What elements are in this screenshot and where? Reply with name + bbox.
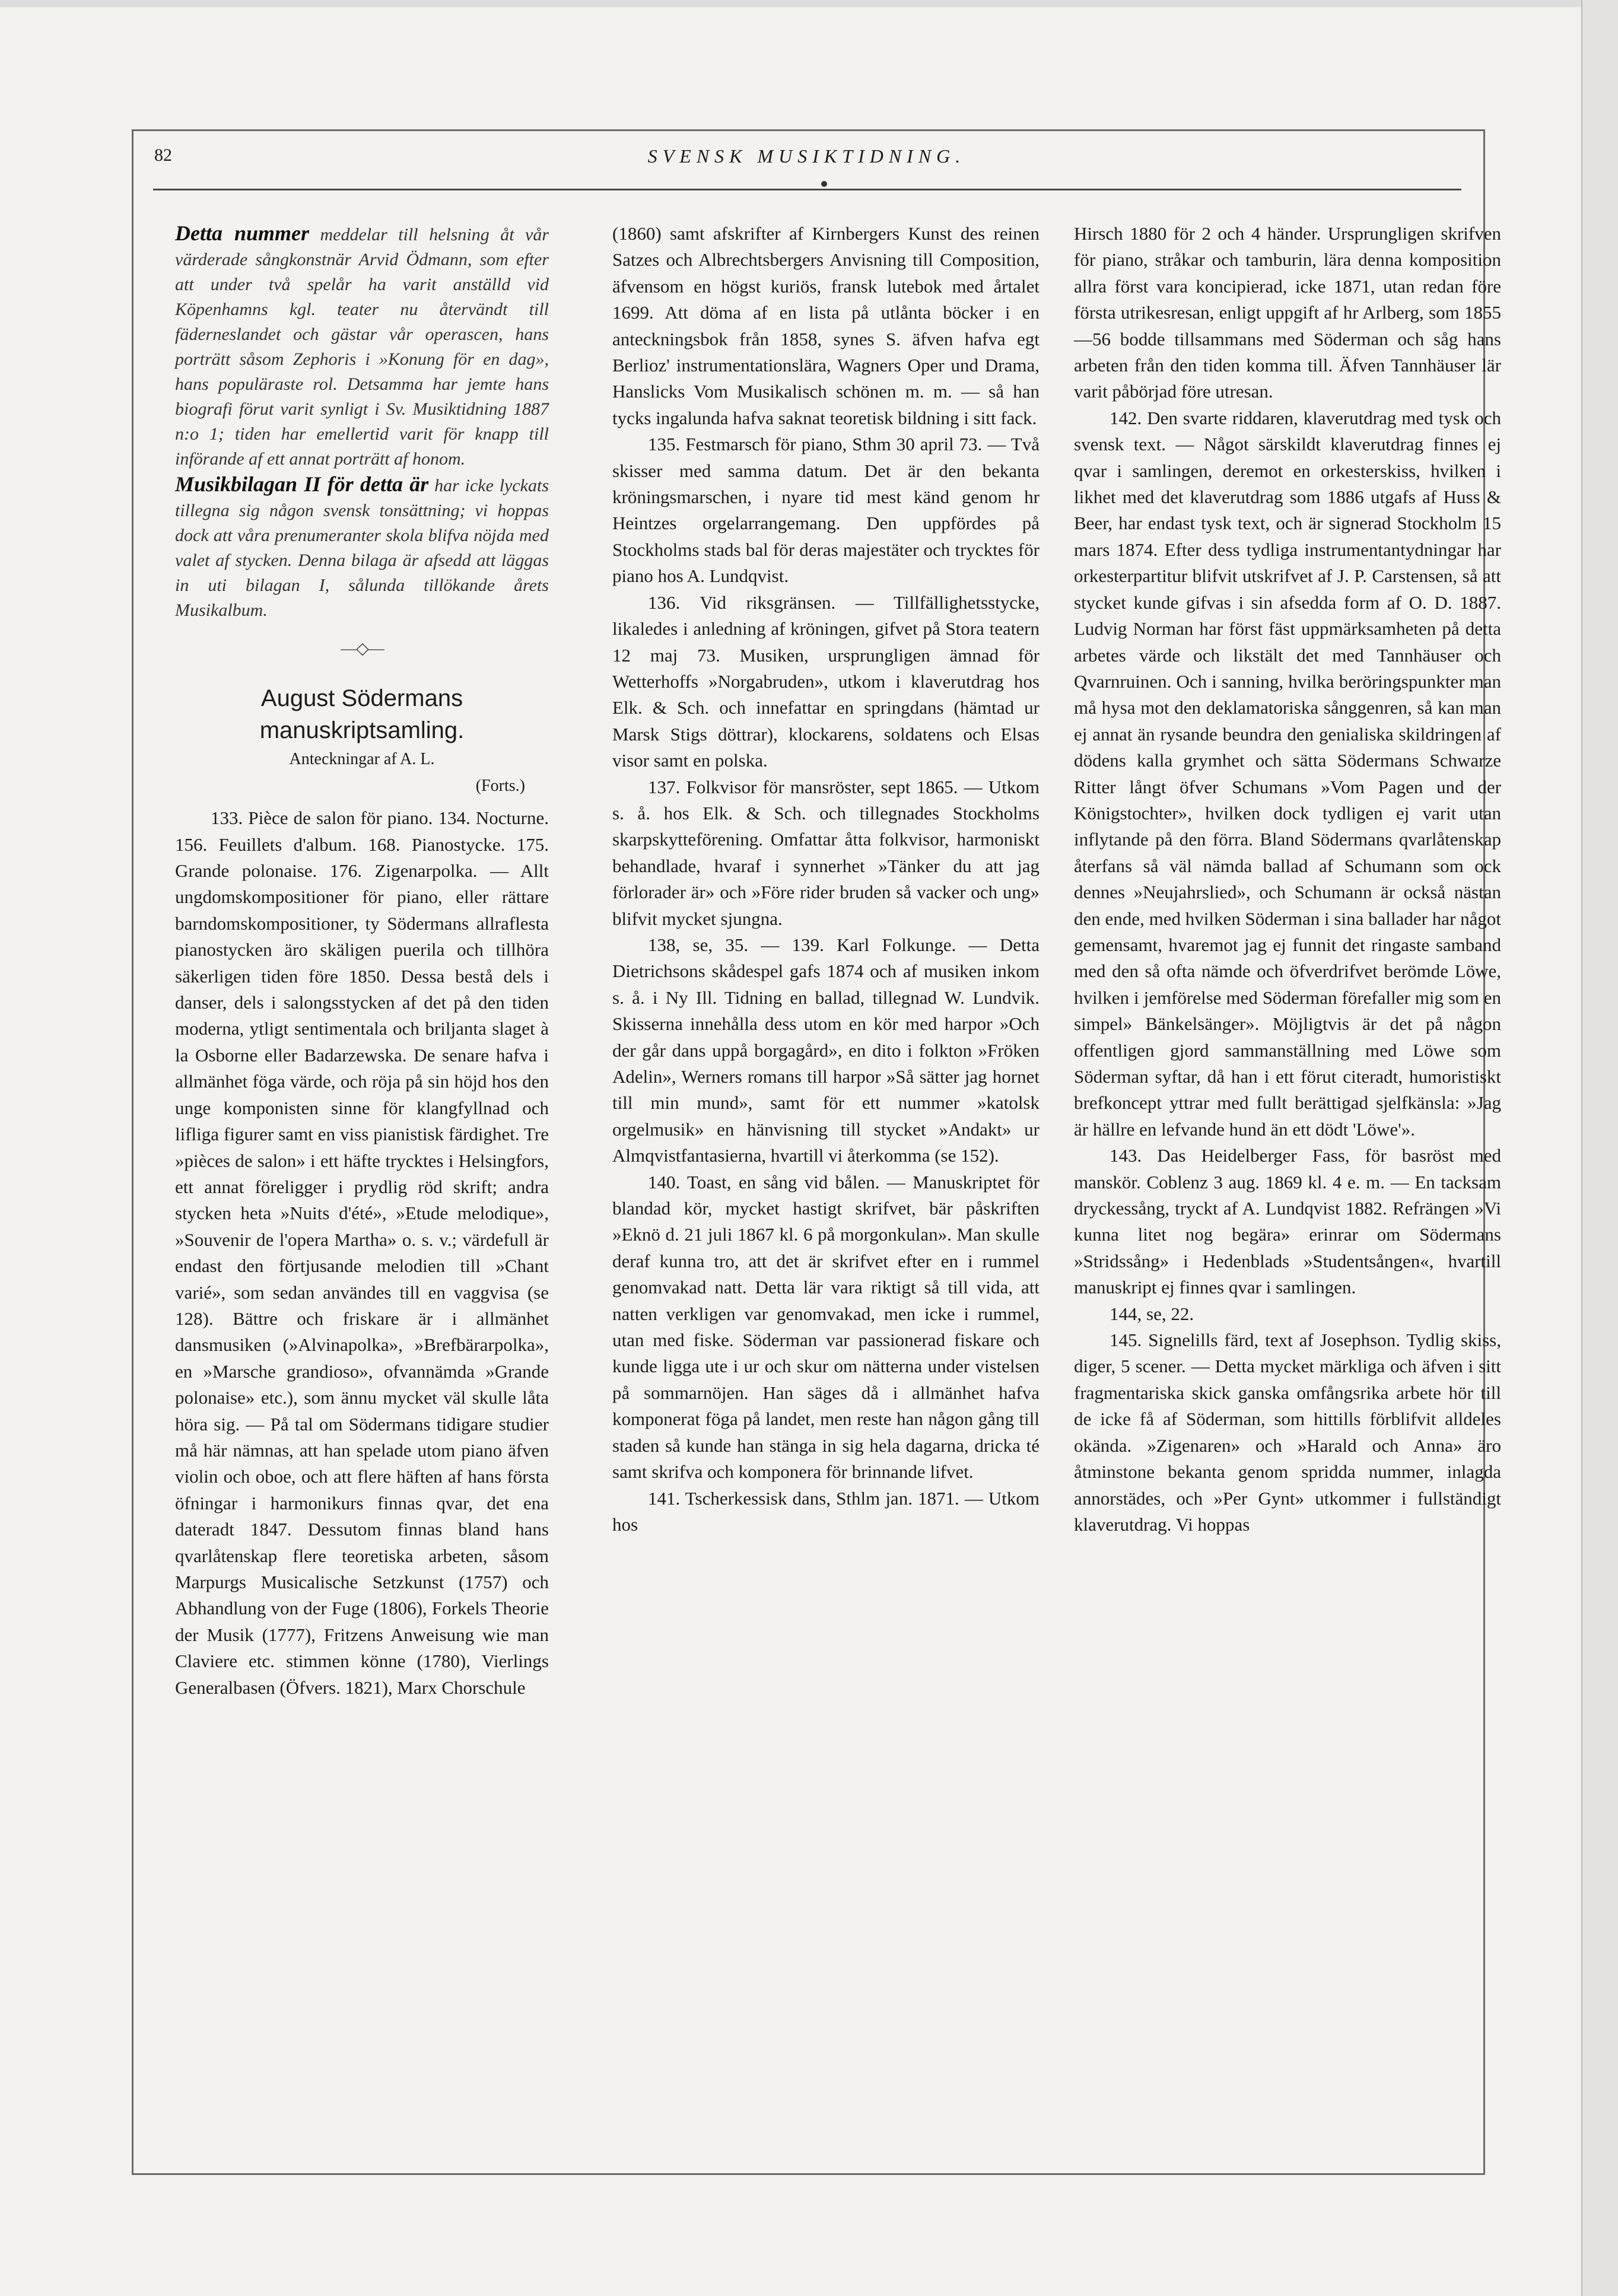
paragraph-145: 145. Signelills färd, text af Josephson. Tydlig skiss, diger, 5 scener. — Detta mycket märkliga och äfven i sitt fragmentariska skick ganska omfångsrika arbete hör till de icke få af Söderman, som hittills förblifvit alldeles okända. »Zigenaren» och »Harald och Anna» äro åtminstone bekanta genom spridda nummer, inlagda annorstädes, och »Per Gynt» utkommer i fullständigt klaverutdrag. Vi hoppas [1074, 1330, 1501, 1535]
paragraph-140: 140. Toast, en sång vid bålen. — Manuskriptet för blandad kör, mycket hastigt skrifvet, bär påskriften »Eknö d. 21 juli 1867 kl. 6 på morgonkulan». Man skulle deraf kunna tro, att det är skrifvet efter en i rummel genomvakad natt. Detta lär vara riktigt så till vida, att natten verkligen var genomvakad, men icke i rummel, utan med fiske. Söderman var passionerad fiskare och kunde ligga ute i ur och skur om nätterna under vistelsen på sommarnöjen. Han säges då i allmänhet hafva komponerat föga på landet, men reste han någon gång till staden så kunde han stänga in sig hela dagarna, dricka té samt skrifva och komponera för brinnande lifvet. [612, 1171, 1040, 1483]
paragraph-142: 142. Den svarte riddaren, klaverutdrag med tysk och svensk text. — Något särskildt klaverutdrag finnes ej qvar i samlingen, deremot en orkesterskiss, hvilken i likhet med det klaverutdrag som 1886 utgafs af Huss & Beer, har endast tysk text, och är signerad Stockholm 15 mars 1874. Efter dess tydliga instrumentantydningar har orkesterpartitur blifvit utskrifvet af J. P. Carstensen, så att stycket kunde gifvas i sin afsedda form af O. D. 1887. Ludvig Norman har först fäst uppmärksamheten på detta arbetes värde och likstält det med Tannhäuser och Qvarnruinen. Och i sanning, hvilka beröringspunkter man må hysa mot den deklamatoriska sånggenren, så kan man ej annat än rysande beundra den genialiska skildringen af dödens kalla grymhet och sätta Södermans Schwarze Ritter långt öfver Schumans »Vom Pagen und der Königstochter», hvilken dock tydligen ej varit utan inflytande på den förra. Bland Södermans qvarlåtenskap återfans så väl nämda ballad af Schumann som ock dennes »Neujahrslied», och Schumann är också nästan den ende, med hvilken Söderman i sina ballader har något gemensamt, hvaremot jag ej funnit det ringaste samband med den så ofta nämde och öfverdrifvet berömde Löwe, hvilken i jemförelse med Söderman förefaller mig som en simpel» Bänkelsänger». Möjligtvis är det på någon offentligen gjord sammanställning med Löwe som Söderman syftar, då han i ett förut citeradt, humoristiskt brefkoncept yttrar med fullt berättigad sjelfkänsla: »Jag är hällre en lefvande hund än ett dödt 'Löwe'». [1074, 407, 1501, 1140]
paragraph-144: 144, se, 22. [1110, 1303, 1194, 1324]
paragraph-137: 137. Folkvisor för mansröster, sept 1865. — Utkom s. å. hos Elk. & Sch. och tillegnades Stockholms skarpskytteförening. Omfattar åtta folkvisor, harmoniskt behandlade, hvaraf i synnerhet »Tänker du att jag förlorader är» och »Före rider bruden så vacker och ung» blifvit mycket sjungna. [612, 776, 1040, 929]
column-2 [612, 221, 1040, 1538]
paragraph-136: 136. Vid riksgränsen. — Tillfällighetsstycke, likaledes i anledning af kröningen, gifvet på Stora teatern 12 maj 73. Musiken, ursprungligen ämnad för Wetterhoffs »Norgabruden», utkom i klaverutdrag hos Elk. & Sch. och innefattar en springdans (hämtad ur Marsk Stigs döttrar), klockarens, soldatens och Elsas visor samt en polska. [612, 592, 1040, 771]
running-head-title: SVENSK MUSIKTIDNING. [647, 145, 966, 167]
paragraph-143: 143. Das Heidelberger Fass, för basröst med manskör. Coblenz 3 aug. 1869 kl. 4 e. m. — En tacksam dryckessång, tryckt af A. Lundqvist 1882. Refrängen »Vi kunna litet nog begära» erinrar om Södermans »Stridssång» i Hedenblads »Studentsången«, hvartill manuskript ej finnes qvar i samlingen. [1074, 1145, 1501, 1298]
running-header [132, 145, 1482, 181]
supplement-lead: Musikbilagan II för detta är [175, 472, 429, 496]
article-byline: Anteckningar af A. L. [289, 750, 435, 769]
notice-text: meddelar till helsning åt vår värderade sångkonstnär Arvid Ödmann, som efter att under två spelår ha varit anställd vid Köpenhamns kgl. teater nu återvändt till fäderneslandet och gästar vår operascen, hans porträtt såsom Zephoris i »Konung för en dag», hans populäraste rol. Detsamma har jemte hans biografi förut varit synligt i Sv. Musiktidning 1887 n:o 1; tiden har emellertid varit för knapp till införande af ett annat porträtt af honom. [175, 225, 549, 469]
column-3 [1074, 221, 1501, 1538]
header-dot [821, 181, 827, 187]
ornament-divider: —◇— [341, 640, 383, 658]
paragraph-133: 133. Pièce de salon för piano. 134. Nocturne. 156. Feuillets d'album. 168. Pianostycke. 175. Grande polonaise. 176. Zigenarpolka. — Allt ungdomskompositioner för piano, eller rättare barndomskompositioner, ty Södermans allraflesta pianostycken äro skäligen puerila och tillhöra säkerligen tiden före 1850. Dessa bestå dels i danser, dels i salongsstycken af det på den tiden moderna, ytligt sentimentala och briljanta slaget à la Osborne eller Badarzewska. De senare hafva i allmänhet föga värde, och röja på sin höjd hos den unge komponisten sinne för klangfyllnad och lifliga figurer samt en viss pianistisk färdighet. Tre »pièces de salon» i ett häfte trycktes i Helsingfors, ett annat föreligger i prydlig röd skrift; andra stycken heta »Nuits d'été», »Etude melodique», »Souvenir de l'opera Martha» o. s. v.; värdefull är endast den förtjusande melodien till »Chant varié», som sedan användes till en vaggvisa (se 128). Bättre och friskare är i allmänhet dansmusiken (»Alvinapolka», »Brefbärarpolka», en »Marsche grandioso», ofvannämda »Grande polonaise» etc.), som ännu mycket väl skulle låta höra sig. — På tal om Södermans tidigare studier må här nämnas, att han spelade utom piano äfven violin och oboe, och att flere häften af hans första öfningar i harmonikurs finnas qvar, det ena dateradt 1847. Dessutom finnas bland hans qvarlåtenskap flere teoretiska arbeten, såsom Marpurgs Musicalische Setzkunst (1757) och Abhandlung von der Fuge (1806), Forkels Theorie der Musik (1777), Fritzens Anweisung wie man Claviere etc. stimmen könne (1780), Vierlings Generalbasen (Öfvers. 1821), Marx Chorschule [175, 807, 549, 1698]
paragraph-141-continued: Hirsch 1880 för 2 och 4 händer. Ursprungligen skrifven för piano, stråkar och tamburin, lära denna komposition allra först vara koncipierad, icke 1871, utan redan före första utrikesresan, enligt uppgift af hr Arlberg, som 1855 —56 bodde tillsammans med Söderman och såg hans arbeten från den tiden komma till. Äfven Tannhäuser lär varit påbörjad före utresan. [1074, 223, 1501, 402]
article-continued: (Forts.) [475, 776, 525, 795]
portrait-notice [175, 221, 549, 472]
scan-top-border [0, 0, 1618, 7]
article-title: August Södermans manuskriptsamling. [259, 685, 465, 744]
header-rule [153, 189, 1461, 190]
paragraph-continued: (1860) samt afskrifter af Kirnbergers Kunst des reinen Satzes och Albrechtsbergers Anvisning till Composition, äfvensom en högst kuriös, fransk lutebok med årtalet 1699. Att döma af en lista på utlånta böcker i en anteckningsbok från 1858, synes S. äfven hafva egt Berlioz' instrumentationslära, Wagners Oper und Drama, Hanslicks Vom Musikalisch schönen m. m. — så han tycks ingalunda hafva saknat teoretisk bildning i sitt fack. [612, 223, 1040, 428]
scan-right-edge [1581, 0, 1618, 2296]
supplement-text: har icke lyckats tillegna sig någon svensk tonsättning; vi hoppas dock att våra prenumeranter skola blifva nöjda med valet af stycken. Denna bilaga är afsedd att läggas in uti bilagan I, sålunda tillökande årets Musikalbum. [175, 476, 549, 620]
page-number: 82 [154, 145, 172, 165]
paragraph-141: 141. Tscherkessisk dans, Sthlm jan. 1871. — Utkom hos [612, 1487, 1040, 1535]
notice-lead: Detta nummer [175, 221, 309, 245]
paragraph-135: 135. Festmarsch för piano, Sthm 30 april 73. — Två skisser med samma datum. Det är den bekanta kröningsmarschen, i nyare tid mest känd genom hr Heintzes orgelarrangemang. Den uppfördes på Stockholms stads bal för deras majestäter och trycktes för piano hos A. Lundqvist. [612, 434, 1040, 587]
column-1 [175, 221, 549, 1701]
paragraph-138: 138, se, 35. — 139. Karl Folkunge. — Detta Dietrichsons skådespel gafs 1874 och af musiken inkom s. å. i Ny Ill. Tidning en ballad, tillegnad W. Lundvik. Skisserna innehålla dess utom en kör med harpor »Och der går dans uppå borgagård», en dito i folkton »Fröken Adelin», Werners romans till harpor »Så sätter jag hornet till min mund», samt för ett nummer »katolsk orgelmusik» en hänvisning till stycket »Andakt» ur Almqvistfantasierna, hvartill vi återkomma (se 152). [612, 934, 1040, 1166]
supplement-notice [175, 472, 549, 623]
